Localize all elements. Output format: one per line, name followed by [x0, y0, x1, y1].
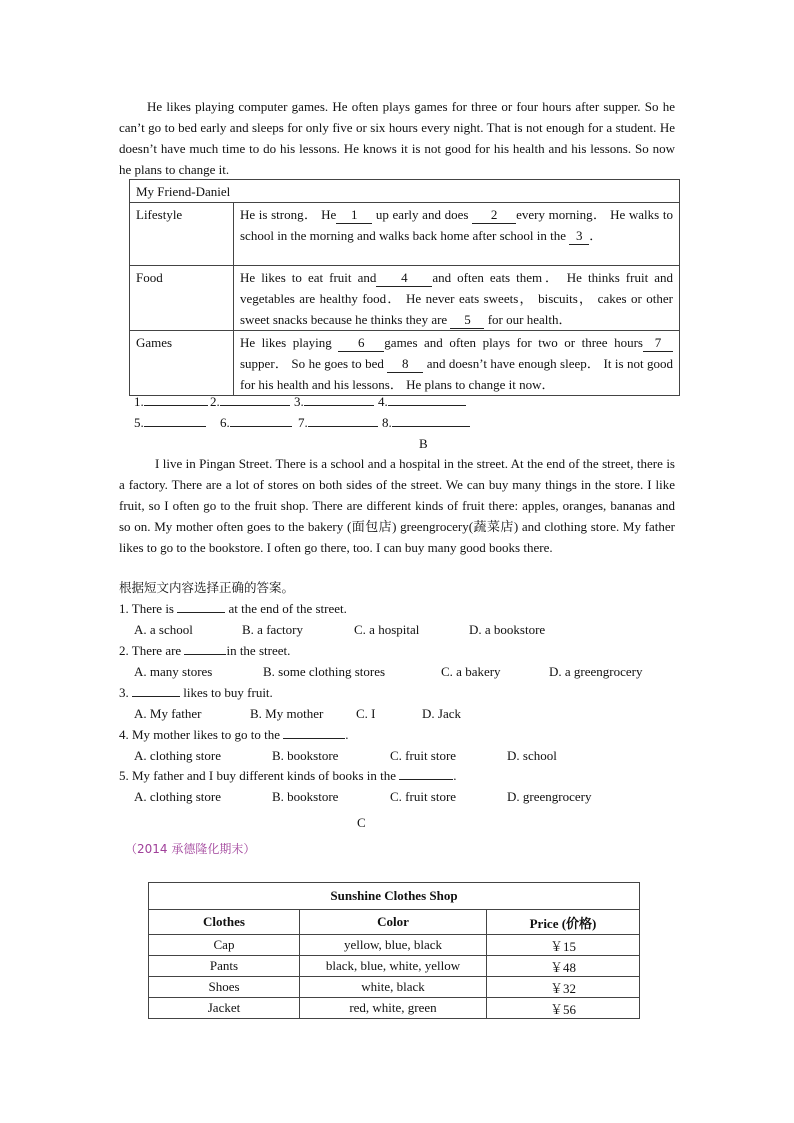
question-3-options [0, 704, 794, 724]
cell-color: white, black [300, 977, 487, 998]
row-label-games: Games [130, 331, 234, 396]
answer-num-2: 2. [210, 394, 220, 409]
friend-table-title: My Friend-Daniel [130, 180, 680, 203]
question-2-blank[interactable] [184, 641, 226, 655]
shop-title: Sunshine Clothes Shop [149, 883, 640, 910]
q1-option-c[interactable]: C. a hospital [354, 622, 420, 637]
answer-num-3: 3. [294, 394, 304, 409]
cell-color: yellow, blue, black [300, 935, 487, 956]
q2-option-d[interactable]: D. a greengrocery [549, 664, 643, 679]
q4-option-b[interactable]: B. bookstore [272, 748, 339, 763]
question-5-options [0, 787, 794, 807]
question-4-blank[interactable] [283, 725, 345, 739]
q3-option-c[interactable]: C. I [356, 706, 376, 721]
q2-option-b[interactable]: B. some clothing stores [263, 664, 386, 679]
q4-option-a[interactable]: A. clothing store [134, 748, 222, 763]
q1-option-a[interactable]: A. a school [134, 622, 193, 637]
q2-option-a[interactable]: A. many stores [134, 664, 213, 679]
question-2: 2. There are in the street. [119, 643, 291, 658]
question-4-options [0, 746, 794, 766]
passage-b: I live in Pingan Street. There is a school and a hospital in the street. At the end of the street, there is a factory. There are a lot of stores on both sides of the street. We can buy many things in the store. I like fruit, so I often go to the fruit shop. There are different kinds of fruit there: apples, oranges, bananas and so on. My mother often goes to the bakery (面包店) greengrocery(蔬菜店) and clothing store. My father likes to go to the bookstore. I often go there, too. I can buy many good books there. [119, 456, 675, 555]
answer-num-1: 1. [134, 394, 144, 409]
q3-option-a[interactable]: A. My father [134, 706, 202, 721]
blank-2[interactable]: 2 [472, 207, 516, 224]
friend-table [129, 179, 680, 396]
answer-num-6: 6. [220, 415, 230, 430]
q1-option-b[interactable]: B. a factory [242, 622, 304, 637]
answer-num-4: 4. [378, 394, 388, 409]
cell-color: red, white, green [300, 998, 487, 1019]
answer-blank-7[interactable] [308, 413, 378, 427]
row-label-food: Food [130, 266, 234, 331]
header-color: Color [300, 910, 487, 935]
question-3: 3. likes to buy fruit. [119, 685, 273, 700]
blank-6[interactable]: 6 [338, 335, 384, 352]
answer-blank-3[interactable] [304, 392, 374, 406]
header-price: Price (价格) [487, 910, 640, 935]
answer-blank-2[interactable] [220, 392, 290, 406]
blank-7[interactable]: 7 [643, 335, 673, 352]
q5-option-c[interactable]: C. fruit store [390, 789, 457, 804]
cell-clothes: Cap [149, 935, 300, 956]
instruction: 根据短文内容选择正确的答案。 [119, 580, 295, 595]
question-1-blank[interactable] [177, 599, 225, 613]
blank-4[interactable]: 4 [376, 270, 432, 287]
cell-color: black, blue, white, yellow [300, 956, 487, 977]
answer-row-1 [134, 392, 534, 412]
question-4: 4. My mother likes to go to the . [119, 727, 349, 742]
answer-row-2 [134, 413, 534, 433]
q1-option-d[interactable]: D. a bookstore [469, 622, 546, 637]
answer-blank-8[interactable] [392, 413, 470, 427]
answer-blank-4[interactable] [388, 392, 466, 406]
question-5-blank[interactable] [399, 766, 453, 780]
section-letter-b: B [419, 436, 428, 451]
answer-num-5: 5. [134, 415, 144, 430]
answer-blank-5[interactable] [144, 413, 206, 427]
shop-table [148, 882, 640, 1019]
table-row [149, 956, 640, 977]
q5-option-b[interactable]: B. bookstore [272, 789, 339, 804]
section-letter-c: C [357, 815, 366, 830]
question-3-blank[interactable] [132, 683, 180, 697]
q5-option-a[interactable]: A. clothing store [134, 789, 222, 804]
question-1-options [0, 620, 794, 640]
header-clothes: Clothes [149, 910, 300, 935]
answer-blank-1[interactable] [144, 392, 208, 406]
blank-8[interactable]: 8 [387, 356, 423, 373]
cell-clothes: Shoes [149, 977, 300, 998]
blank-1[interactable]: 1 [336, 207, 372, 224]
table-row [149, 935, 640, 956]
cell-clothes: Jacket [149, 998, 300, 1019]
row-label-lifestyle: Lifestyle [130, 203, 234, 266]
answer-num-8: 8. [382, 415, 392, 430]
source-note: （2014 承德隆化期末） [125, 842, 256, 856]
question-2-options [0, 662, 794, 682]
table-row [149, 977, 640, 998]
answer-num-7: 7. [298, 415, 308, 430]
q4-option-c[interactable]: C. fruit store [390, 748, 457, 763]
row-text-games: He likes playing 6 games and often plays for two or three hours 7 supper． So he goes to bed 8 and doesn’t have enough sleep． It is not good for his health and his lessons． He plans to change it now． [234, 331, 680, 396]
q3-option-d[interactable]: D. Jack [422, 706, 461, 721]
row-text-lifestyle: He is strong． He 1 up early and does 2 every morning． He walks to school in the morning and walks back home after school in the 3 ． [234, 203, 680, 266]
table-row [149, 998, 640, 1019]
question-1: 1. There is at the end of the street. [119, 601, 347, 616]
cell-clothes: Pants [149, 956, 300, 977]
blank-5[interactable]: 5 [450, 312, 484, 329]
q2-option-c[interactable]: C. a bakery [441, 664, 501, 679]
cell-price: ￥15 [487, 935, 640, 956]
q4-option-d[interactable]: D. school [507, 748, 557, 763]
blank-3[interactable]: 3 [569, 228, 589, 245]
question-5: 5. My father and I buy different kinds of books in the . [119, 768, 457, 783]
q5-option-d[interactable]: D. greengrocery [507, 789, 592, 804]
intro-paragraph: He likes playing computer games. He often plays games for three or four hours after supper. So he can’t go to bed early and sleeps for only five or six hours every night. That is not enough for a student. He doesn’t have much time to do his lessons. He knows it is not good for his health and his lessons. So now he plans to change it. [119, 99, 675, 177]
cell-price: ￥32 [487, 977, 640, 998]
row-text-food: He likes to eat fruit and 4 and often eats them． He thinks fruit and vegetables are healthy food． He never eats sweets， biscuits， cakes or other sweet snacks because he thinks they are 5 for our health． [234, 266, 680, 331]
answer-blank-6[interactable] [230, 413, 292, 427]
cell-price: ￥56 [487, 998, 640, 1019]
q3-option-b[interactable]: B. My mother [250, 706, 324, 721]
cell-price: ￥48 [487, 956, 640, 977]
